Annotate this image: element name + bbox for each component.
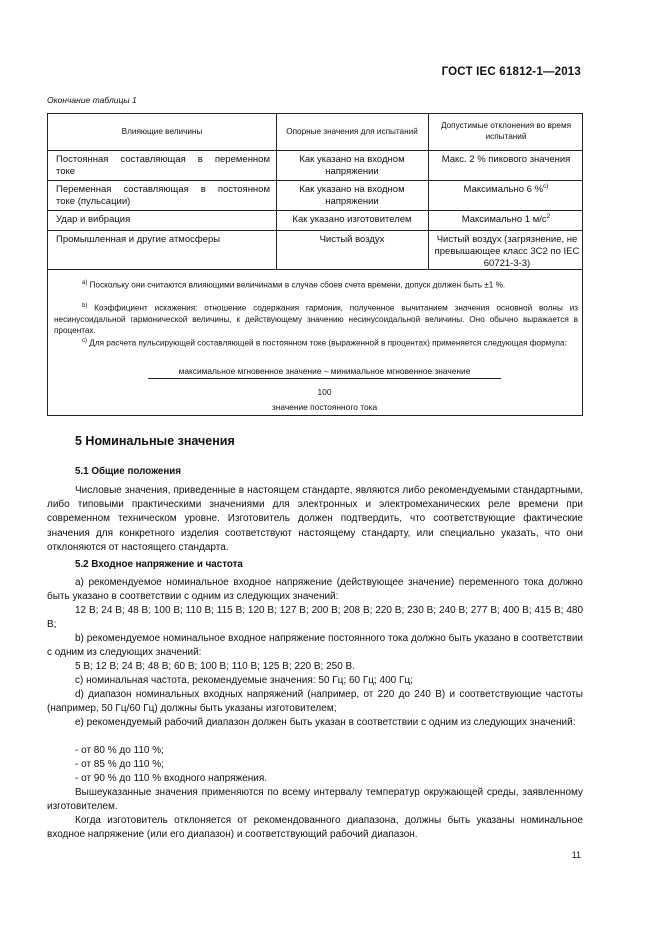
table-rule bbox=[48, 210, 582, 211]
row2-tolerance-text: Максимально 6 % bbox=[463, 184, 544, 195]
page-number: 11 bbox=[571, 850, 581, 860]
paragraph-above-values: Вышеуказанные значения применяются по всему интервалу температур окружающей среды, заявленному изготовителем. bbox=[47, 787, 583, 813]
section-5-1-text: Числовые значения, приведенные в настоящем стандарте, являются либо рекомендуемыми стандартными, либо типовыми практическими значениями для электронных и электромеханических реле времени при современном техническом уровне. Изготовитель должен подтвердить, что соответствующие фактические значения для конкретного изделия соответствуют настоящему стандарту, или специально указать, что они отклоняются от настоящего стандарта. bbox=[47, 485, 583, 553]
influence-quantities-table bbox=[47, 113, 583, 416]
paragraph-deviation: Когда изготовитель отклоняется от рекомендованного диапазона, должны быть указаны номинальное входное напряжение (или его диапазон) и соответствующий рабочий диапазон. bbox=[47, 815, 583, 841]
row2-reference: Как указано на входном напряжении bbox=[299, 184, 405, 207]
item-c: c) номинальная частота, рекомендуемые значения: 50 Гц; 60 Гц; 400 Гц; bbox=[75, 675, 413, 686]
formula-denominator: значение постоянного тока bbox=[271, 402, 378, 412]
section-5-title: 5 Номинальные значения bbox=[75, 434, 235, 448]
standard-id: ГОСТ IEC 61812-1—2013 bbox=[441, 66, 581, 78]
row3-tolerance-exponent: 2 bbox=[546, 213, 551, 220]
item-b-values: 5 В; 12 В; 24 В; 48 В; 60 В; 100 В; 110 В; 125 В; 220 В; 250 В. bbox=[75, 661, 356, 672]
header-reference: Опорные значения для испытаний bbox=[286, 127, 418, 136]
footnote-c bbox=[54, 336, 578, 349]
item-e: e) рекомендуемый рабочий диапазон должен быть указан в соответствии с одним из следующих значений: bbox=[75, 717, 576, 728]
footnote-c-mark: c) bbox=[82, 338, 87, 344]
item-e-range-1: - от 80 % до 110 %; bbox=[75, 745, 164, 756]
table-rule bbox=[276, 114, 277, 269]
item-e-range-3: - от 90 % до 110 % входного напряжения. bbox=[75, 773, 268, 784]
row3-tolerance bbox=[432, 214, 580, 226]
row2-quantity-cont: токе (пульсации) bbox=[56, 196, 131, 207]
row1-tolerance: Макс. 2 % пикового значения bbox=[441, 154, 571, 165]
section-5-2-title: 5.2 Входное напряжение и частота bbox=[75, 559, 243, 570]
row1-quantity-cont: токе bbox=[56, 166, 76, 177]
row3-quantity: Удар и вибрация bbox=[56, 214, 131, 225]
table-caption: Окончание таблицы 1 bbox=[47, 95, 137, 105]
table-rule bbox=[48, 230, 582, 231]
row4-tolerance: Чистый воздух (загрязнение, не превышающее класс 3С2 по IEC 60721-3-3) bbox=[434, 234, 580, 269]
header-tolerance: Допустимые отклонения во время испытаний bbox=[440, 121, 572, 141]
footnote-a-text: Поскольку они считаются влияющими величинами в случае сбоев счета времени, допуск должен быть ±1 %. bbox=[89, 280, 506, 290]
section-5-1-title: 5.1 Общие положения bbox=[75, 466, 182, 477]
row1-reference: Как указано на входном напряжении bbox=[299, 154, 405, 177]
formula-factor: 100 bbox=[317, 387, 332, 397]
header-influence: Влияющие величины bbox=[121, 127, 203, 136]
item-a-values: 12 В; 24 В; 48 В; 100 В; 110 В; 115 В; 120 В; 127 В; 200 В; 208 В; 220 В; 230 В; 240 В; 277 В; 400 В; 415 В; 480 В; bbox=[47, 605, 583, 631]
table-rule bbox=[428, 114, 429, 269]
row2-tolerance-footnote: c) bbox=[543, 183, 549, 190]
row2-quantity: Переменная составляющая в постоянном bbox=[56, 184, 270, 195]
item-d: d) диапазон номинальных входных напряжений (например, от 220 до 240 В) и соответствующие частоты (например, 50 Гц/60 Гц) должны быть указаны изготовителем; bbox=[47, 689, 583, 715]
item-a: a) рекомендуемое номинальное входное напряжение (действующее значение) переменного тока должно быть указано в соответствии с одним из следующих значений: bbox=[47, 577, 583, 603]
item-b: b) рекомендуемое номинальное входное напряжение постоянного тока должно быть указано в соответствии с одним из следующих значений: bbox=[47, 633, 583, 659]
row4-reference: Чистый воздух bbox=[319, 234, 385, 245]
footnote-c-text: Для расчета пульсирующей составляющей в постоянном токе (выраженной в процентах) применяется следующая формула: bbox=[89, 338, 567, 348]
footnote-b bbox=[54, 301, 578, 337]
table-rule bbox=[48, 180, 582, 181]
footnote-b-mark: b) bbox=[82, 303, 88, 309]
item-e-range-2: - от 85 % до 110 %; bbox=[75, 759, 164, 770]
footnote-a-mark: a) bbox=[82, 280, 88, 286]
row2-tolerance bbox=[432, 184, 580, 196]
table-rule bbox=[48, 150, 582, 151]
footnote-a bbox=[54, 278, 578, 291]
footnote-b-text: Коэффициент искажения: отношение содержания гармоник, полученное вычитанием значения основной волны из несинусоидальной гармонической величины, к действующему значению несинусоидальной величины. Оно обычно выражается в процентах. bbox=[54, 303, 578, 336]
formula-numerator: максимальное мгновенное значение – минимальное мгновенное значение bbox=[148, 366, 501, 379]
row3-tolerance-text: Максимально 1 м/с bbox=[461, 214, 547, 225]
row4-quantity: Промышленная и другие атмосферы bbox=[56, 234, 221, 245]
row1-quantity: Постоянная составляющая в переменном bbox=[56, 154, 270, 165]
row3-reference: Как указано изготовителем bbox=[292, 214, 412, 225]
